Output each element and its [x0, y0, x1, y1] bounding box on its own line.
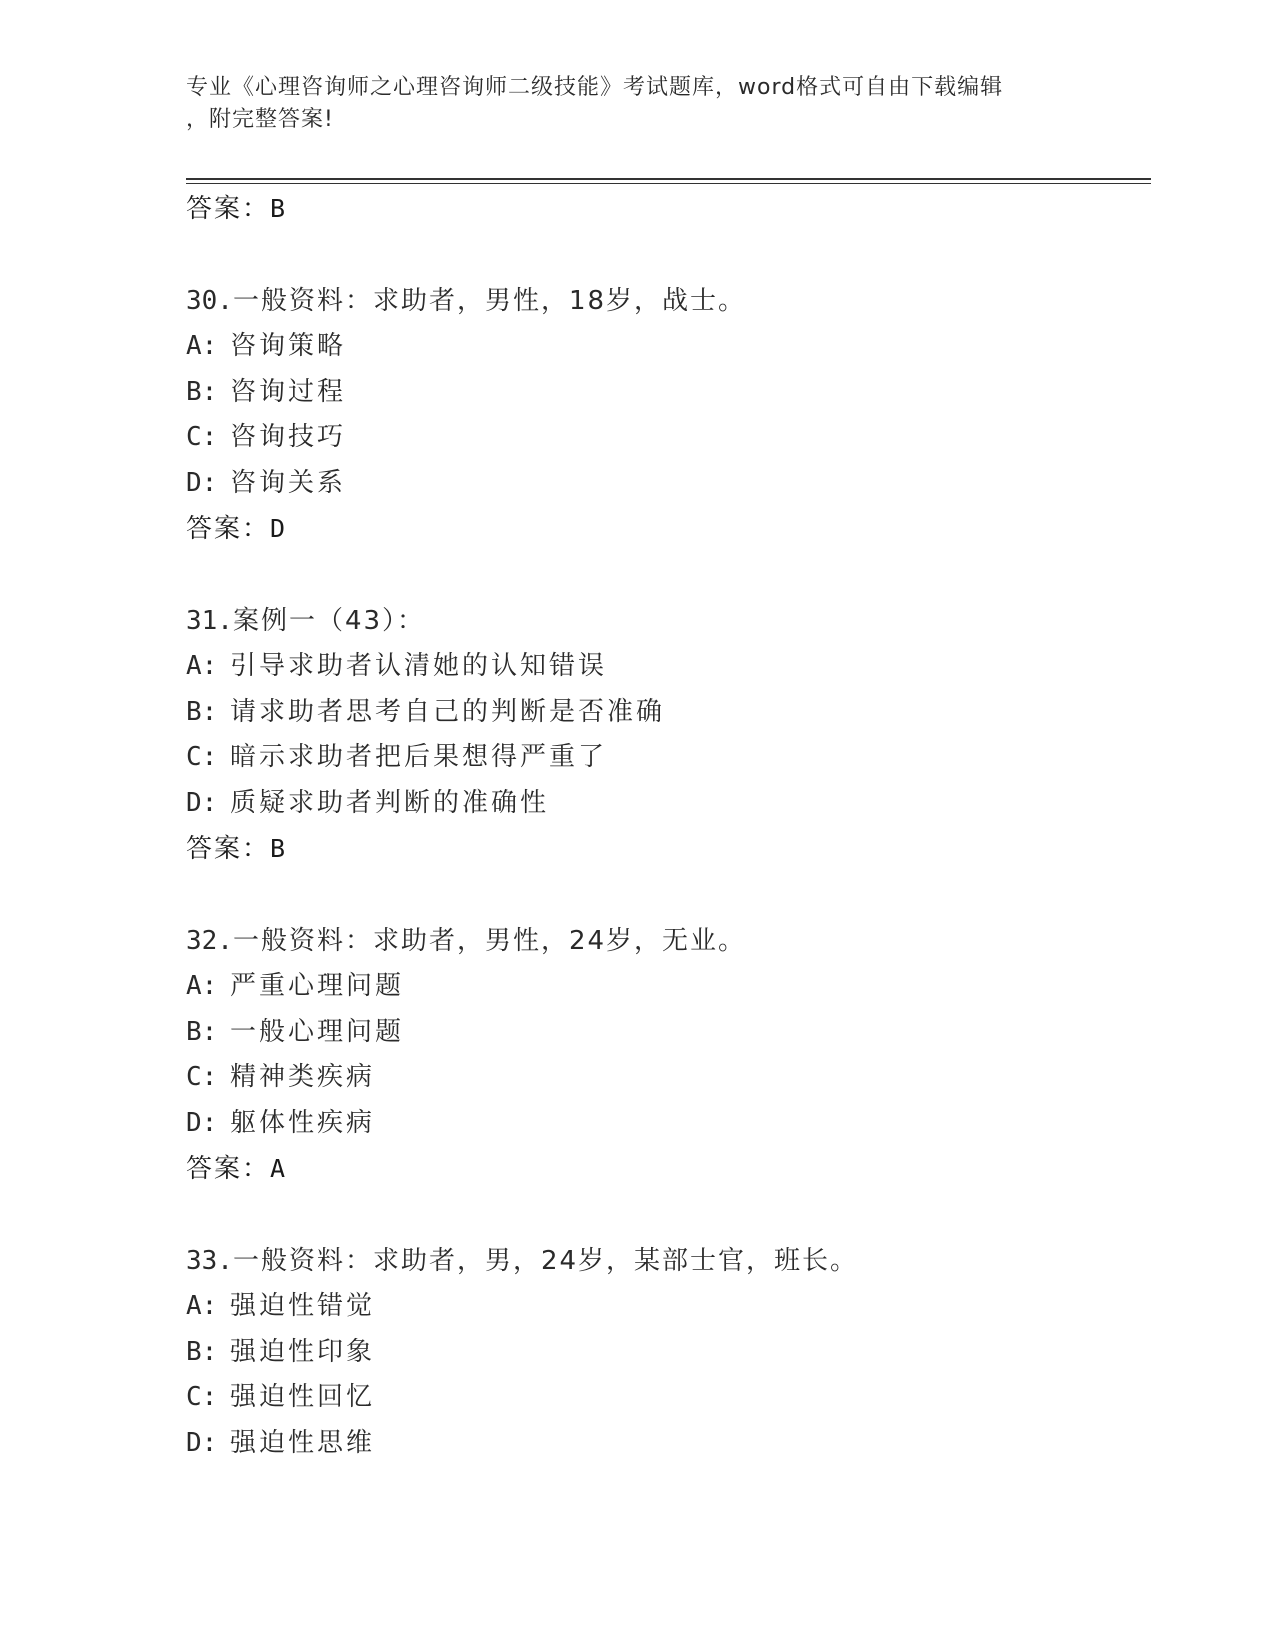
document-header	[186, 72, 1086, 136]
option-c	[186, 1055, 1146, 1101]
question-text: 案例一（43）：	[232, 606, 426, 636]
spacer	[186, 232, 1146, 278]
option-b	[186, 1330, 1146, 1376]
option-key: C:	[186, 1062, 218, 1092]
option-c	[186, 735, 1146, 781]
option-d	[186, 1101, 1146, 1147]
option-text: 咨询过程	[230, 376, 347, 407]
option-a	[186, 1284, 1146, 1330]
answer-label: 答案：	[186, 834, 271, 864]
option-key: A:	[186, 331, 218, 361]
option-text: 强迫性错觉	[230, 1291, 376, 1321]
question-text: 一般资料：求助者，男性，18岁，战士。	[232, 286, 747, 316]
question-text: 一般资料：求助者，男性，24岁，无业。	[232, 926, 747, 956]
question-stem	[186, 918, 1146, 964]
option-d	[186, 461, 1146, 507]
option-text: 引导求助者认清她的认知错误	[230, 651, 608, 681]
option-key: A:	[186, 971, 218, 1001]
answer-line	[186, 826, 1146, 872]
answer-label: 答案：	[186, 1154, 271, 1184]
answer-line	[186, 506, 1146, 552]
question-block	[186, 278, 1146, 552]
question-stem	[186, 278, 1146, 324]
option-text: 质疑求助者判断的准确性	[230, 787, 550, 818]
question-stem	[186, 1238, 1146, 1284]
option-key: D:	[186, 1107, 218, 1138]
question-block	[186, 598, 1146, 872]
option-text: 强迫性回忆	[230, 1382, 376, 1412]
option-text: 严重心理问题	[230, 971, 405, 1001]
option-a	[186, 324, 1146, 370]
question-block	[186, 1238, 1146, 1466]
option-key: D:	[186, 467, 218, 498]
spacer	[186, 552, 1146, 598]
answer-value: B	[270, 834, 288, 863]
option-text: 一般心理问题	[230, 1016, 405, 1047]
option-text: 请求助者思考自己的判断是否准确	[230, 696, 666, 727]
option-key: B:	[186, 376, 218, 407]
answer-line	[186, 186, 1146, 232]
option-text: 强迫性思维	[230, 1427, 376, 1458]
option-d	[186, 1421, 1146, 1467]
question-number: 32.	[186, 926, 233, 956]
spacer	[186, 872, 1146, 918]
answer-label: 答案：	[186, 194, 271, 224]
question-number: 31.	[186, 606, 233, 636]
answer-line	[186, 1146, 1146, 1192]
option-key: D:	[186, 787, 218, 818]
header-divider-thick	[186, 178, 1151, 180]
option-key: D:	[186, 1427, 218, 1458]
option-key: A:	[186, 1291, 218, 1321]
option-b	[186, 370, 1146, 416]
answer-label: 答案：	[186, 514, 271, 544]
answer-value: D	[270, 514, 288, 543]
header-line-2: ，附完整答案!	[186, 107, 334, 132]
option-key: B:	[186, 1336, 218, 1367]
option-text: 精神类疾病	[230, 1062, 376, 1092]
option-key: B:	[186, 696, 218, 727]
option-c	[186, 1375, 1146, 1421]
option-key: C:	[186, 422, 218, 452]
question-list	[186, 186, 1146, 1466]
option-text: 咨询策略	[230, 331, 347, 361]
question-text: 一般资料：求助者，男，24岁，某部士官，班长。	[232, 1246, 859, 1276]
option-key: C:	[186, 742, 218, 772]
option-d	[186, 781, 1146, 827]
option-key: B:	[186, 1016, 218, 1047]
option-key: A:	[186, 651, 218, 681]
option-text: 暗示求助者把后果想得严重了	[230, 742, 608, 772]
option-key: C:	[186, 1382, 218, 1412]
answer-value: A	[270, 1154, 288, 1183]
option-text: 咨询技巧	[230, 422, 347, 452]
option-text: 强迫性印象	[230, 1336, 376, 1367]
option-b	[186, 1010, 1146, 1056]
answer-value: B	[270, 194, 288, 223]
question-number: 30.	[186, 286, 233, 316]
spacer	[186, 1192, 1146, 1238]
header-divider-thin	[186, 183, 1151, 184]
question-stem	[186, 598, 1146, 644]
option-c	[186, 415, 1146, 461]
option-b	[186, 690, 1146, 736]
option-text: 咨询关系	[230, 467, 347, 498]
header-line-1: 专业《心理咨询师之心理咨询师二级技能》考试题库，word格式可自由下载编辑	[186, 75, 1004, 100]
question-number: 33.	[186, 1246, 233, 1276]
option-a	[186, 644, 1146, 690]
option-a	[186, 964, 1146, 1010]
option-text: 躯体性疾病	[230, 1107, 376, 1138]
question-block	[186, 918, 1146, 1192]
